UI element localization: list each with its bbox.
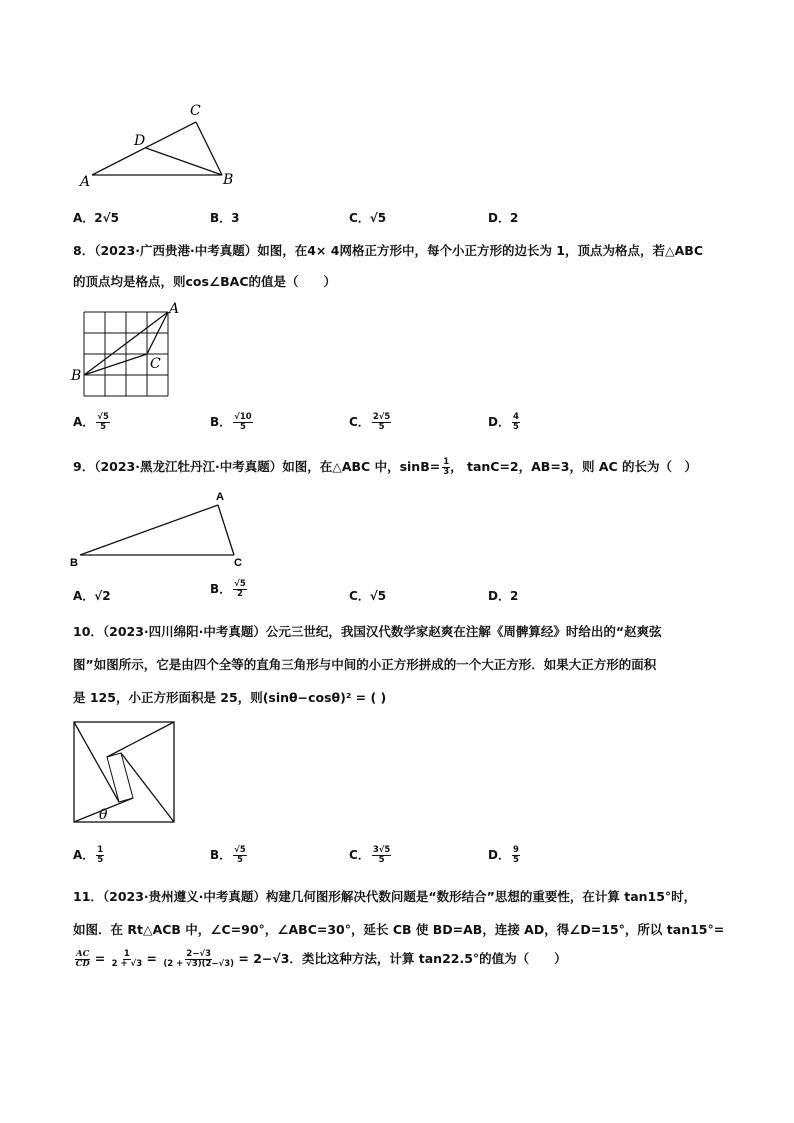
q7-label-a: A: [80, 174, 91, 190]
q9-label-b: B: [70, 557, 78, 569]
q10-theta-label: θ: [99, 807, 108, 823]
q10-zhao-shuang-figure: [70, 718, 180, 826]
q8-option-c[interactable]: C． $\frac{2√5}{5}$: [349, 412, 391, 432]
q8-label-c: C: [150, 356, 161, 372]
q11-stem-line3: $\frac{AC}{CD}$ = $\frac{1}{2 + √3}$ = $\frac{2-√3}{(2 + √3)(2-√3)}$ = 2−√3．类比这种方法，计算 tan22.5°的值为（ ）: [75, 949, 567, 969]
q7-option-b[interactable]: B．3: [210, 211, 240, 225]
q10-option-b[interactable]: B． $\frac{√5}{5}$: [210, 845, 246, 865]
q8-stem-line1: 8．（2023·广西贵港·中考真题）如图，在4× 4网格正方形中，每个小正方形的边长为 1，顶点为格点，若△ABC: [73, 243, 703, 258]
q8-label-a: A: [169, 301, 180, 317]
q7-label-d: D: [134, 133, 146, 149]
q9-option-d[interactable]: D．2: [488, 589, 519, 603]
q9-triangle-figure: [68, 488, 258, 573]
q11-stem-line2: 如图．在 Rt△ACB 中，∠C=90°，∠ABC=30°，延长 CB 使 BD=AB，连接 AD，得∠D=15°，所以 tan15°=: [73, 922, 725, 937]
q10-option-a[interactable]: A． $\frac{1}{5}$: [73, 845, 104, 865]
q7-label-c: C: [190, 103, 201, 119]
q9-option-b[interactable]: B． $\frac{√5}{2}$: [210, 579, 246, 599]
q7-option-d[interactable]: D．2: [488, 211, 519, 225]
q8-label-b: B: [71, 368, 82, 384]
q7-option-c[interactable]: C．√5: [349, 211, 387, 225]
q8-stem-line2: 的顶点均是格点，则cos∠BAC的值是（ ）: [73, 274, 337, 289]
q7-option-a[interactable]: A．2√5: [73, 211, 119, 225]
q8-option-a[interactable]: A． $\frac{√5}{5}$: [73, 412, 109, 432]
q10-stem-line2: 图”如图所示，它是由四个全等的直角三角形与中间的小正方形拼成的一个大正方形．如果大正方形的面积: [73, 657, 657, 672]
q7-label-b: B: [223, 172, 234, 188]
q8-option-b[interactable]: B． $\frac{√10}{5}$: [210, 412, 252, 432]
q11-stem-line1: 11．（2023·贵州遵义·中考真题）构建几何图形解决代数问题是“数形结合”思想的重要性，在计算 tan15°时，: [73, 889, 697, 904]
q9-option-a[interactable]: A．√2: [73, 589, 111, 603]
q9-label-a: A: [216, 491, 224, 503]
q9-label-c: C: [234, 557, 242, 569]
q8-grid-figure: [68, 300, 188, 400]
q8-option-d[interactable]: D． $\frac{4}{5}$: [488, 412, 519, 432]
q10-stem-line1: 10．（2023·四川绵阳·中考真题）公元三世纪，我国汉代数学家赵爽在注解《周髀算经》时给出的“赵爽弦: [73, 624, 662, 639]
q10-option-d[interactable]: D． $\frac{9}{5}$: [488, 845, 519, 865]
q7-triangle-figure: [78, 100, 248, 190]
q10-stem-line3: 是 125，小正方形面积是 25，则(sinθ−cosθ)² = ( ): [73, 690, 387, 705]
q9-option-c[interactable]: C．√5: [349, 589, 387, 603]
q10-option-c[interactable]: C． $\frac{3√5}{5}$: [349, 845, 391, 865]
q9-stem: 9．（2023·黑龙江牡丹江·中考真题）如图，在△ABC 中，sinB= $\frac{1}{3}$ ， tanC=2，AB=3，则 AC 的长为（ ）: [73, 457, 698, 477]
